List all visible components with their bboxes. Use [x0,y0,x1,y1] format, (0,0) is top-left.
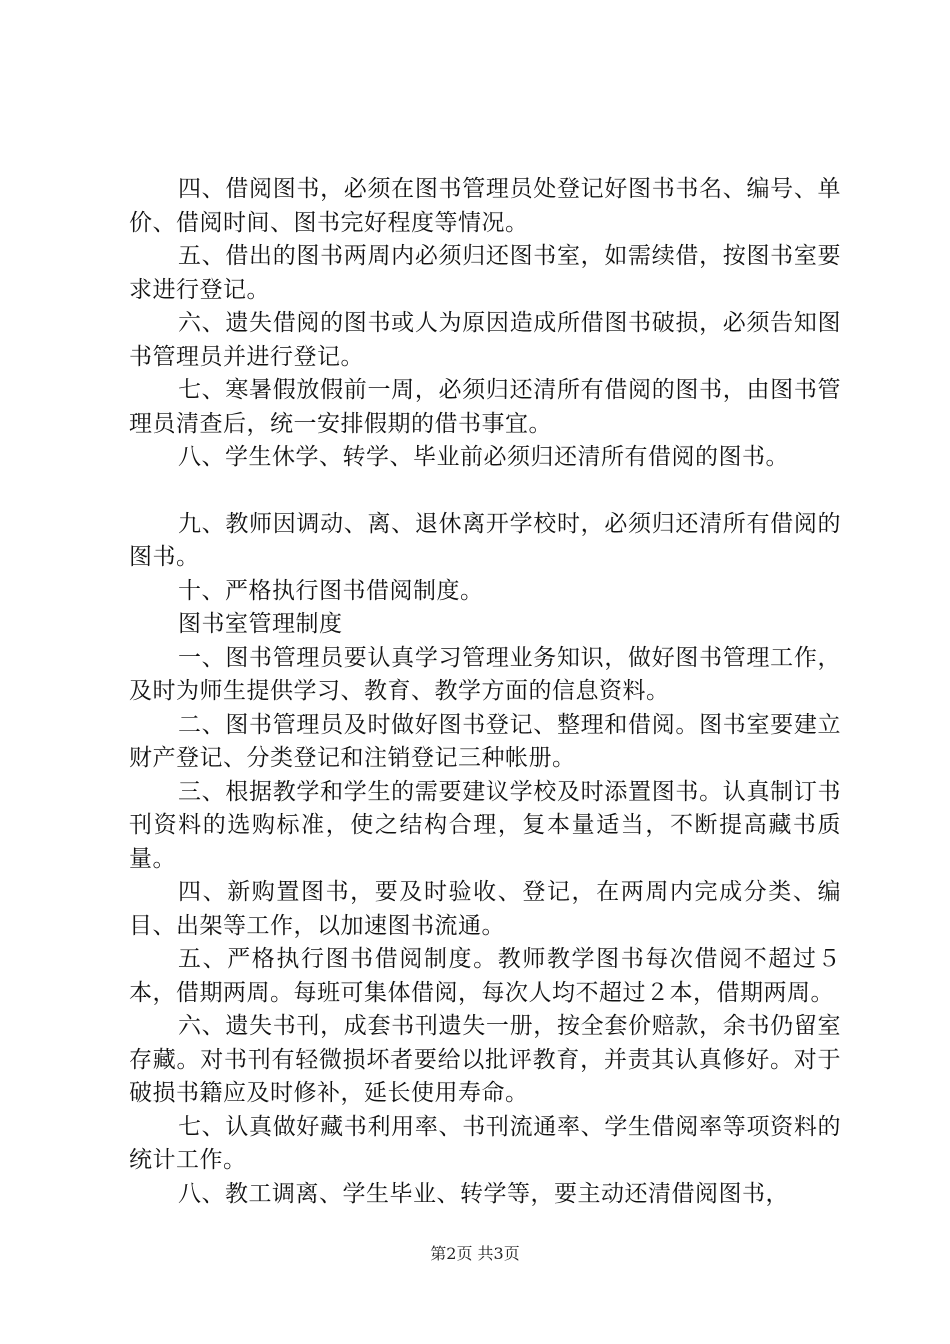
paragraph-lost-damaged: 六、遗失借阅的图书或人为原因造成所借图书破损，必须告知图书管理员并进行登记。 [129,310,841,370]
paragraph-statistics: 七、认真做好藏书利用率、书刊流通率、学生借阅率等项资料的统计工作。 [129,1113,841,1173]
paragraph-registration-books: 二、图书管理员及时做好图书登记、整理和借阅。图书室要建立财产登记、分类登记和注销登记三种帐册。 [129,711,841,771]
paragraph-librarian-study: 一、图书管理员要认真学习管理业务知识，做好图书管理工作，及时为师生提供学习、教育、教学方面的信息资料。 [129,644,841,704]
paragraph-teacher-leave: 九、教师因调动、离、退休离开学校时，必须归还清所有借阅的图书。 [129,510,841,570]
paragraph-student-leave: 八、学生休学、转学、毕业前必须归还清所有借阅的图书。 [178,444,789,470]
paragraph-return-period: 五、借出的图书两周内必须归还图书室，如需续借，按图书室要求进行登记。 [129,243,841,303]
page-footer: 第2页 共3页 [430,1244,520,1263]
paragraph-holiday-return: 七、寒暑假放假前一周，必须归还清所有借阅的图书，由图书管理员清查后，统一安排假期的借书事宜。 [129,377,841,437]
paragraph-strict-rules: 十、严格执行图书借阅制度。 [178,577,484,604]
paragraph-lost-books: 六、遗失书刊，成套书刊遗失一册，按全套价赔款，余书仍留室存藏。对书刊有轻微损坏者要给以批评教育，并责其认真修好。对于破损书籍应及时修补，延长使用寿命。 [129,1013,841,1106]
paragraph-acquisition: 三、根据教学和学生的需要建议学校及时添置图书。认真制订书刊资料的选购标准，使之结构合理，复本量适当，不断提高藏书质量。 [129,778,841,872]
document-body [129,173,841,1211]
section-heading: 图书室管理制度 [178,611,343,637]
paragraph-borrow-limits: 五、严格执行图书借阅制度。教师教学图书每次借阅不超过５本，借期两周。每班可集体借阅，每次人均不超过２本，借期两周。 [129,946,841,1006]
paragraph-staff-leave: 八、教工调离、学生毕业、转学等，要主动还清借阅图书， [178,1180,789,1207]
paragraph-borrow-registration: 四、借阅图书，必须在图书管理员处登记好图书书名、编号、单价、借阅时间、图书完好程度等情况。 [129,176,841,236]
paragraph-new-books: 四、新购置图书，要及时验收、登记，在两周内完成分类、编目、出架等工作，以加速图书流通。 [129,879,841,939]
